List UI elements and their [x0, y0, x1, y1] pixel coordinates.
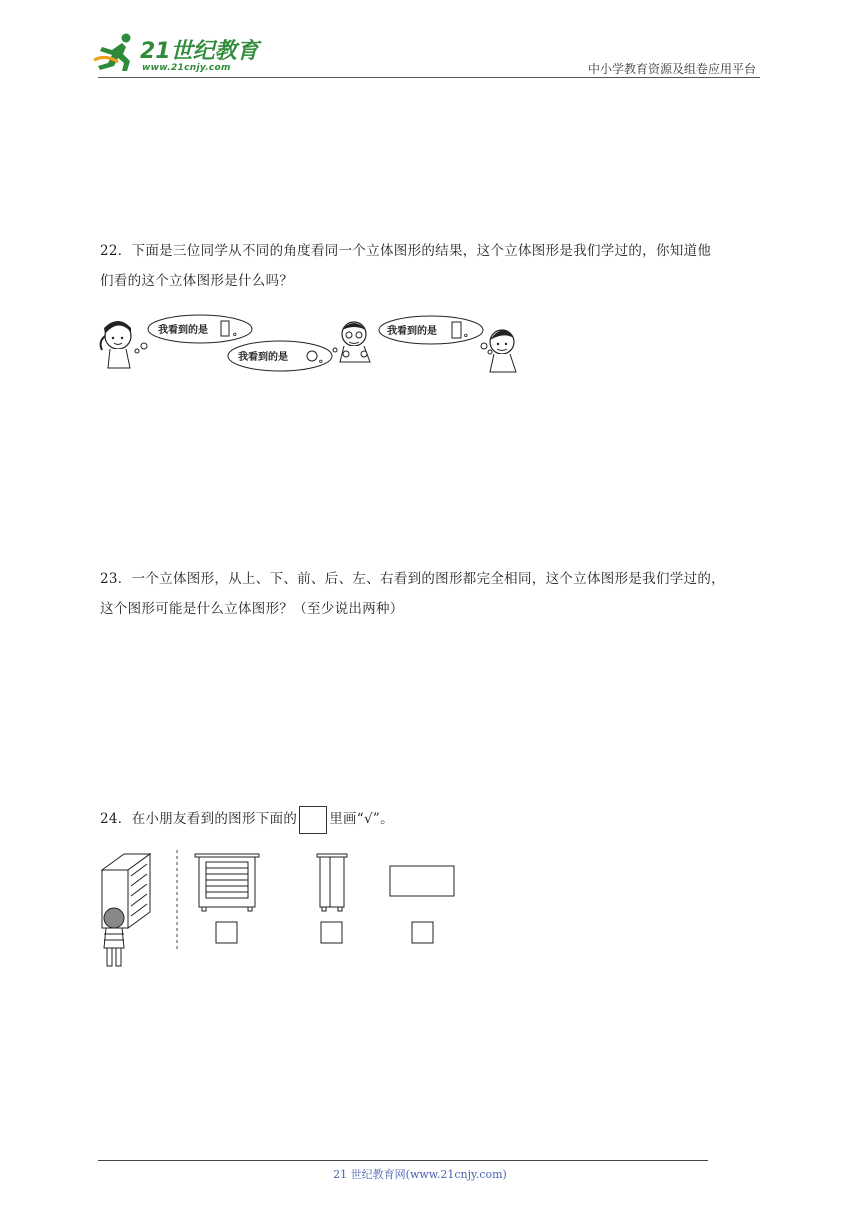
side-view-option — [317, 854, 347, 911]
answer-checkbox-top[interactable] — [412, 922, 433, 943]
question-23-line-2: 这个图形可能是什么立体图形？（至少说出两种） — [100, 601, 404, 617]
answer-checkbox-front[interactable] — [216, 922, 237, 943]
question-24-prefix: 24．在小朋友看到的图形下面的 — [100, 811, 298, 827]
answer-checkbox-side[interactable] — [321, 922, 342, 943]
question-22-line-2: 们看的这个立体图形是什么吗？ — [100, 273, 294, 289]
platform-title: 中小学教育资源及组卷应用平台 — [587, 62, 756, 76]
girl-illustration — [101, 321, 131, 368]
bubble-3-period: 。 — [464, 328, 474, 339]
question-22-line-1: 22．下面是三位同学从不同的角度看同一个立体图形的结果，这个立体图形是我们学过的，你知道他 — [100, 243, 712, 259]
thought-bubble-1 — [135, 315, 252, 353]
top-view-option — [390, 866, 454, 896]
front-view-option — [195, 854, 259, 911]
question-24-figure — [98, 846, 468, 976]
bubble-2-period: 。 — [319, 354, 329, 365]
page-footer — [0, 1166, 860, 1182]
question-24 — [100, 804, 765, 834]
footer-divider — [98, 1160, 708, 1161]
question-22-figure — [98, 312, 528, 376]
bubble-1-text: 我看到的是 — [158, 325, 208, 336]
logo-url: www.21cnjy.com — [142, 63, 231, 73]
site-logo[interactable] — [92, 32, 262, 78]
answer-box-example — [299, 806, 327, 834]
tall-rectangle-shape — [221, 321, 229, 336]
thought-bubble-3 — [379, 316, 492, 354]
thought-bubble-2 — [228, 341, 337, 371]
boy-illustration — [490, 330, 516, 372]
cabinet-and-child-illustration — [102, 854, 150, 966]
boy-with-glasses-illustration — [340, 322, 370, 362]
bubble-2-text: 我看到的是 — [238, 352, 288, 363]
question-23-line-1: 23．一个立体图形，从上、下、前、后、左、右看到的图形都完全相同，这个立体图形是我们学过的， — [100, 571, 725, 587]
circle-shape — [307, 351, 317, 361]
bubble-1-period: 。 — [233, 327, 243, 338]
page-header — [0, 0, 860, 80]
question-24-suffix: 里画“√”。 — [329, 811, 394, 827]
header-divider — [98, 77, 760, 78]
footer-link[interactable]: 21 世纪教育网(www.21cnjy.com) — [333, 1168, 507, 1181]
question-22 — [100, 236, 765, 296]
tall-rectangle-shape — [452, 322, 461, 338]
bubble-3-text: 我看到的是 — [387, 326, 437, 337]
runner-logo-icon — [92, 32, 138, 72]
question-23 — [100, 564, 765, 624]
logo-text: 21世纪教育 — [140, 39, 259, 64]
